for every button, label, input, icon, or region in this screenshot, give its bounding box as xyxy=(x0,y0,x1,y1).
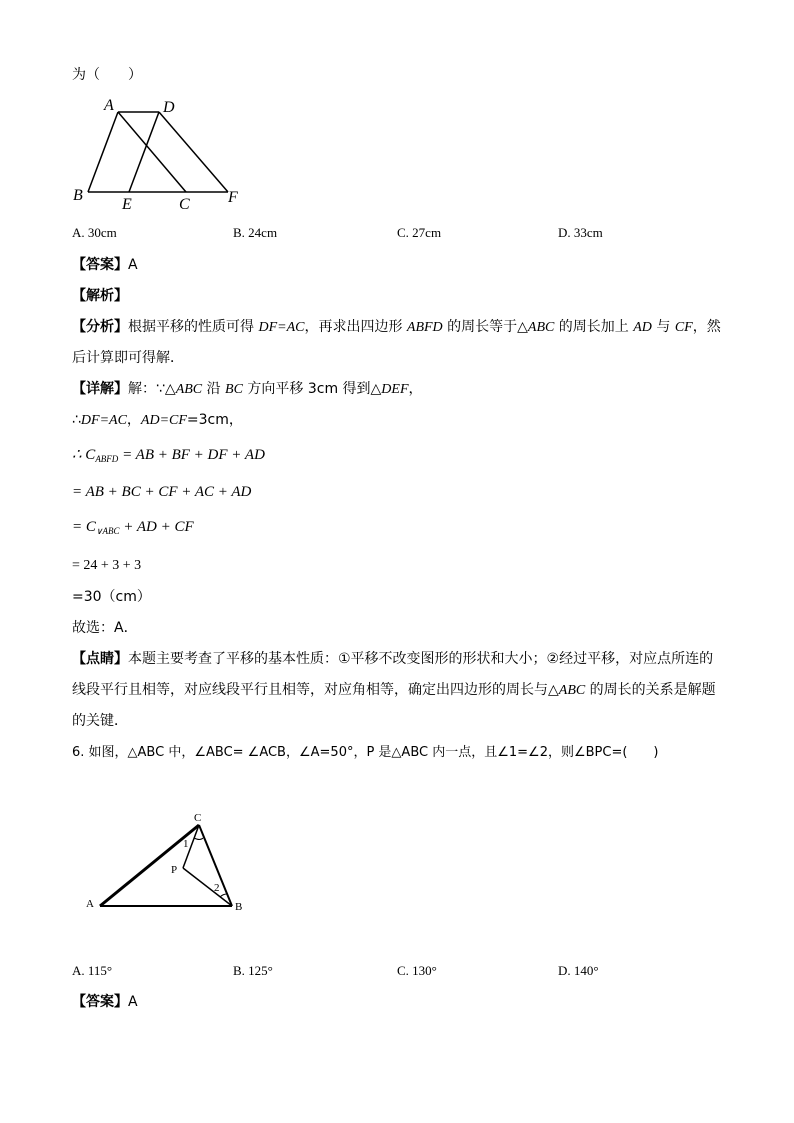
fenxi-text: 的周长加上 xyxy=(554,319,634,335)
answer-tag: 【答案】 xyxy=(72,257,128,273)
answer-line-q6 xyxy=(72,993,138,1011)
xiangjie-text: 沿 xyxy=(202,381,226,397)
question-tail: 为（ ） xyxy=(72,67,142,83)
label-b: B xyxy=(73,187,83,204)
fenxi-math: ABFD xyxy=(406,320,443,335)
step-math: AD=CF xyxy=(140,413,187,428)
dianjing-math: ABC xyxy=(558,683,586,698)
segment-ab xyxy=(88,112,118,192)
choice-a: A. 30cm xyxy=(72,225,117,240)
choice-c: C. 130° xyxy=(397,963,437,978)
label-a: A xyxy=(104,97,114,114)
dianjing-text: 本题主要考查了平移的基本性质：①平移不改变图形的形状和大小；②经过平移，对应点所连的 xyxy=(128,651,714,667)
fenxi-line-1 xyxy=(72,318,721,337)
label-p: P xyxy=(171,864,178,876)
xiangjie-line xyxy=(72,380,423,399)
step-math: + AD + CF xyxy=(119,519,194,535)
step-subscript: ∨ABC xyxy=(95,526,120,536)
step-math: = C xyxy=(72,519,96,535)
guxuan-line: 故选：A． xyxy=(72,620,138,636)
xiangjie-text: ， xyxy=(408,381,423,397)
step-4 xyxy=(72,518,194,540)
fenxi-text: 根据平移的性质可得 xyxy=(128,319,259,335)
step-3: = AB + BC + CF + AC + AD xyxy=(72,484,252,500)
label-f: F xyxy=(228,189,238,206)
dianjing-line-2 xyxy=(72,681,716,700)
analysis-tag: 【解析】 xyxy=(72,288,128,304)
fenxi-text: 的周长等于△ xyxy=(442,319,528,335)
dianjing-text: 线段平行且相等，对应线段平行且相等，对应角相等，确定出四边形的周长与△ xyxy=(72,682,559,698)
label-d: D xyxy=(163,99,175,116)
question-6-stem: 6. 如图，△ABC 中，∠ABC= ∠ACB，∠A=50°，P 是△ABC 内一点，且∠1=∠2，则∠BPC=( ) xyxy=(72,745,659,760)
answer-tag: 【答案】 xyxy=(72,994,128,1010)
translation-figure xyxy=(70,94,260,214)
segment-de xyxy=(129,112,159,192)
step-math: = AB + BF + DF + AD xyxy=(118,447,265,463)
dianjing-text: 的周长的关系是解题 xyxy=(585,682,716,698)
label-b: B xyxy=(235,901,243,913)
answer-line xyxy=(72,256,138,274)
xiangjie-math: BC xyxy=(225,382,243,397)
xiangjie-math: DEF xyxy=(381,382,409,397)
label-e: E xyxy=(122,196,132,213)
fenxi-text: ，再求出四边形 xyxy=(304,319,407,335)
fenxi-text: 与 xyxy=(651,319,675,335)
triangle-figure xyxy=(80,808,255,918)
step-6: =30（cm） xyxy=(72,589,151,605)
step-subscript: ABFD xyxy=(95,454,119,464)
step-text: ， xyxy=(126,412,141,428)
answer-value: A xyxy=(128,257,138,273)
choice-b: B. 24cm xyxy=(233,225,278,240)
choice-d: D. 33cm xyxy=(558,225,603,240)
dianjing-line-1 xyxy=(72,650,713,668)
xiangjie-tag: 【详解】 xyxy=(72,381,128,397)
segment-ac xyxy=(118,112,186,192)
dianjing-tag: 【点睛】 xyxy=(72,651,128,667)
angle-2-arc xyxy=(220,894,227,897)
analysis-heading xyxy=(72,287,128,305)
choice-c: C. 27cm xyxy=(397,225,442,240)
fenxi-math: AD xyxy=(633,320,652,335)
label-c: C xyxy=(194,812,202,824)
xiangjie-math: ABC xyxy=(175,382,203,397)
segment-df xyxy=(159,112,228,192)
choice-b: B. 125° xyxy=(233,963,273,978)
angle-1-arc xyxy=(194,838,203,840)
choice-a: A. 115° xyxy=(72,963,113,978)
step-5: = 24 + 3 + 3 xyxy=(72,558,142,573)
choice-d: D. 140° xyxy=(558,963,599,978)
step-text: =3cm， xyxy=(186,412,243,428)
fenxi-line-2: 后计算即可得解． xyxy=(72,350,184,366)
label-angle-2: 2 xyxy=(214,882,220,894)
label-a: A xyxy=(86,898,94,910)
dianjing-line-3: 的关键． xyxy=(72,713,128,729)
fenxi-math: CF xyxy=(674,320,693,335)
fenxi-math: ABC xyxy=(527,320,555,335)
step-math: ∴ C xyxy=(72,447,96,463)
label-angle-1: 1 xyxy=(183,838,189,850)
xiangjie-text: 方向平移 3cm 得到△ xyxy=(242,381,382,397)
fenxi-tag: 【分析】 xyxy=(72,319,128,335)
step-math: DF=AC xyxy=(80,413,127,428)
xiangjie-text: 解：∵△ xyxy=(128,381,176,397)
label-c: C xyxy=(179,196,190,213)
step-1 xyxy=(72,411,243,430)
step-2 xyxy=(72,446,265,468)
fenxi-math: DF=AC xyxy=(258,320,305,335)
fenxi-text: ，然 xyxy=(692,319,721,335)
answer-value: A xyxy=(128,994,138,1010)
step-text: ∴ xyxy=(72,412,81,428)
